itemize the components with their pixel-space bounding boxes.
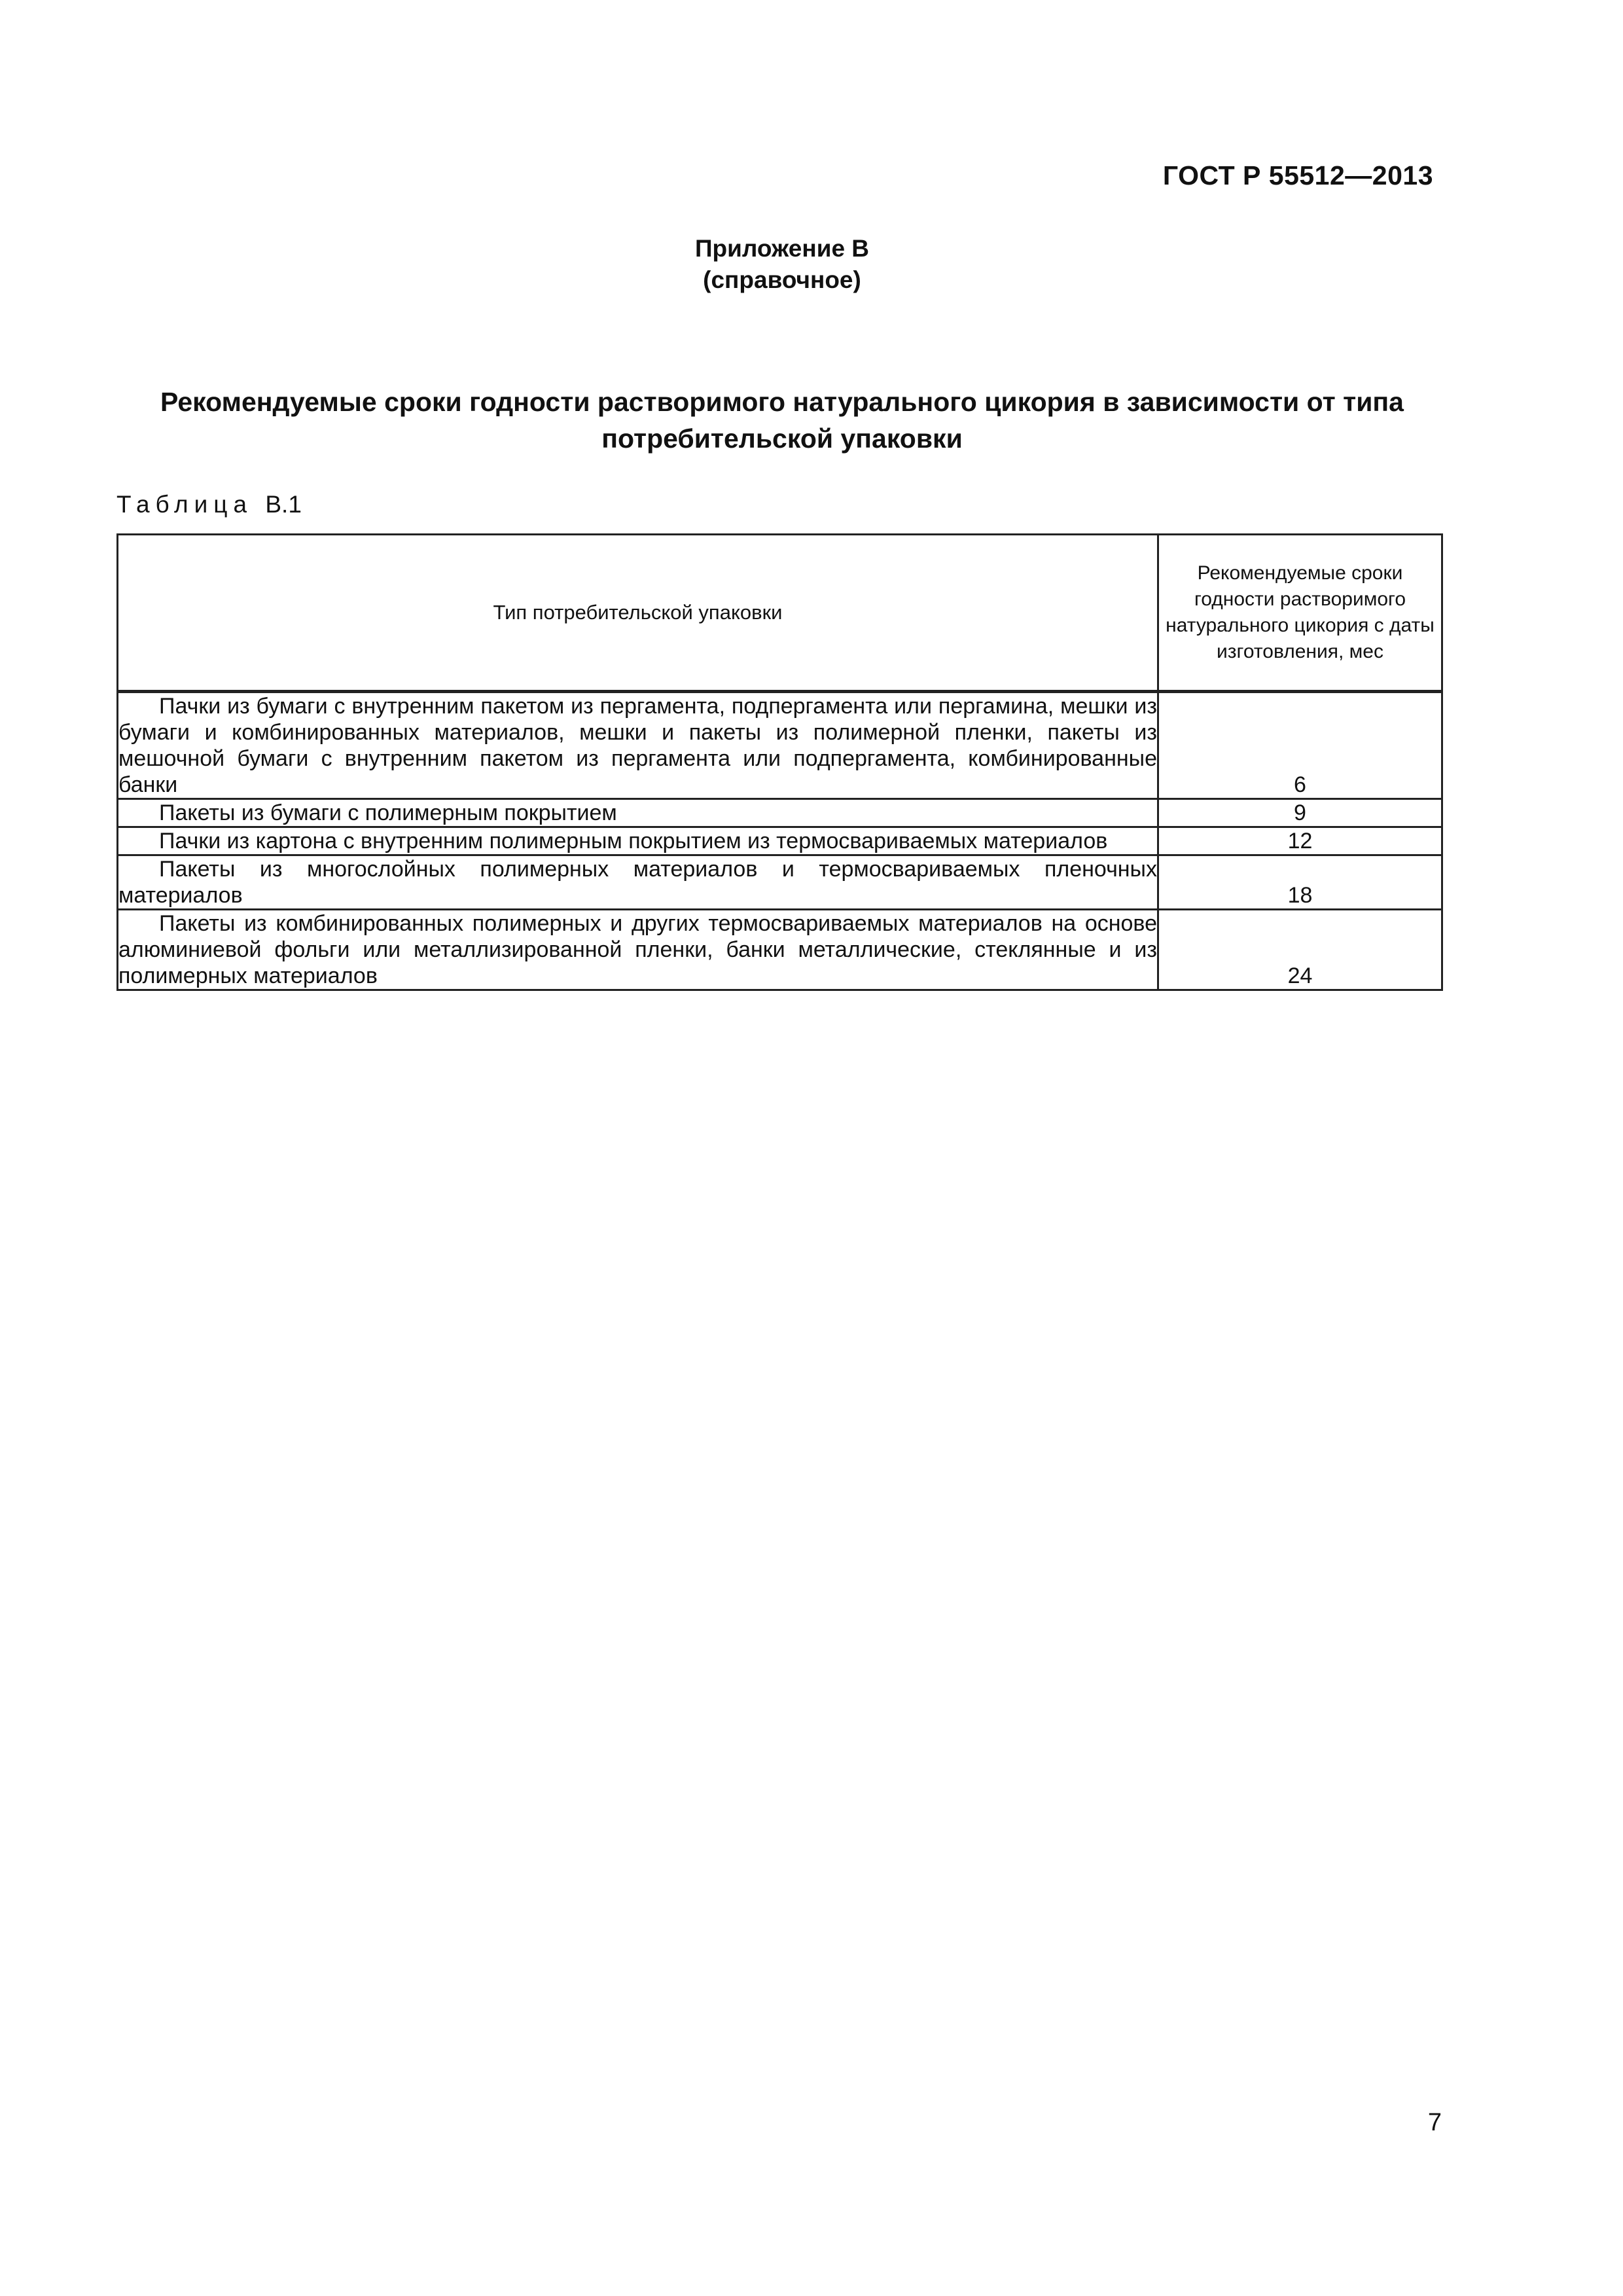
months-cell: 12 — [1158, 827, 1442, 855]
table-caption-number: В.1 — [265, 491, 302, 518]
months-cell: 6 — [1158, 692, 1442, 799]
packaging-cell: Пакеты из комбинированных полимерных и других термосвариваемых материалов на основе алюминиевой фольги или металлизированной пленки, банки металлические, стеклянные и из полимерных материалов — [118, 910, 1158, 990]
appendix-subtitle: (справочное) — [703, 266, 861, 293]
packaging-cell: Пачки из картона с внутренним полимерным покрытием из термосвариваемых материалов — [118, 827, 1158, 855]
table-header-row — [118, 535, 1442, 692]
packaging-cell: Пачки из бумаги с внутренним пакетом из пергамента, подпергамента или пергамина, мешки из бумаги и комбинированных материалов, мешки и пакеты из полимерной пленки, пакеты из мешочной бумаги с внутренним пакетом из пергамента или подпергамента, комбинированные банки — [118, 692, 1158, 799]
table-row — [118, 692, 1442, 799]
header-shelf-life: Рекомендуемые сроки годности растворимого натурального цикория с даты изготовления, мес — [1158, 535, 1442, 692]
packaging-cell: Пакеты из бумаги с полимерным покрытием — [118, 799, 1158, 827]
appendix-title: Приложение В — [694, 235, 870, 262]
table-row — [118, 799, 1442, 827]
months-cell: 18 — [1158, 855, 1442, 910]
header-packaging-type: Тип потребительской упаковки — [118, 535, 1158, 692]
page-number: 7 — [1427, 2109, 1442, 2136]
months-cell: 9 — [1158, 799, 1442, 827]
table-row — [118, 855, 1442, 910]
document-code: ГОСТ Р 55512—2013 — [1162, 160, 1433, 190]
appendix-heading — [0, 233, 1564, 296]
packaging-cell: Пакеты из многослойных полимерных материалов и термосвариваемых пленочных материалов — [118, 855, 1158, 910]
shelf-life-table — [116, 533, 1443, 991]
table-caption-label: Таблица — [116, 491, 253, 518]
table-row — [118, 827, 1442, 855]
table-caption — [116, 491, 302, 518]
table-row — [118, 910, 1442, 990]
section-title: Рекомендуемые сроки годности растворимого натурального цикория в зависимости от типа потребительской упаковки — [160, 387, 1404, 454]
months-cell: 24 — [1158, 910, 1442, 990]
